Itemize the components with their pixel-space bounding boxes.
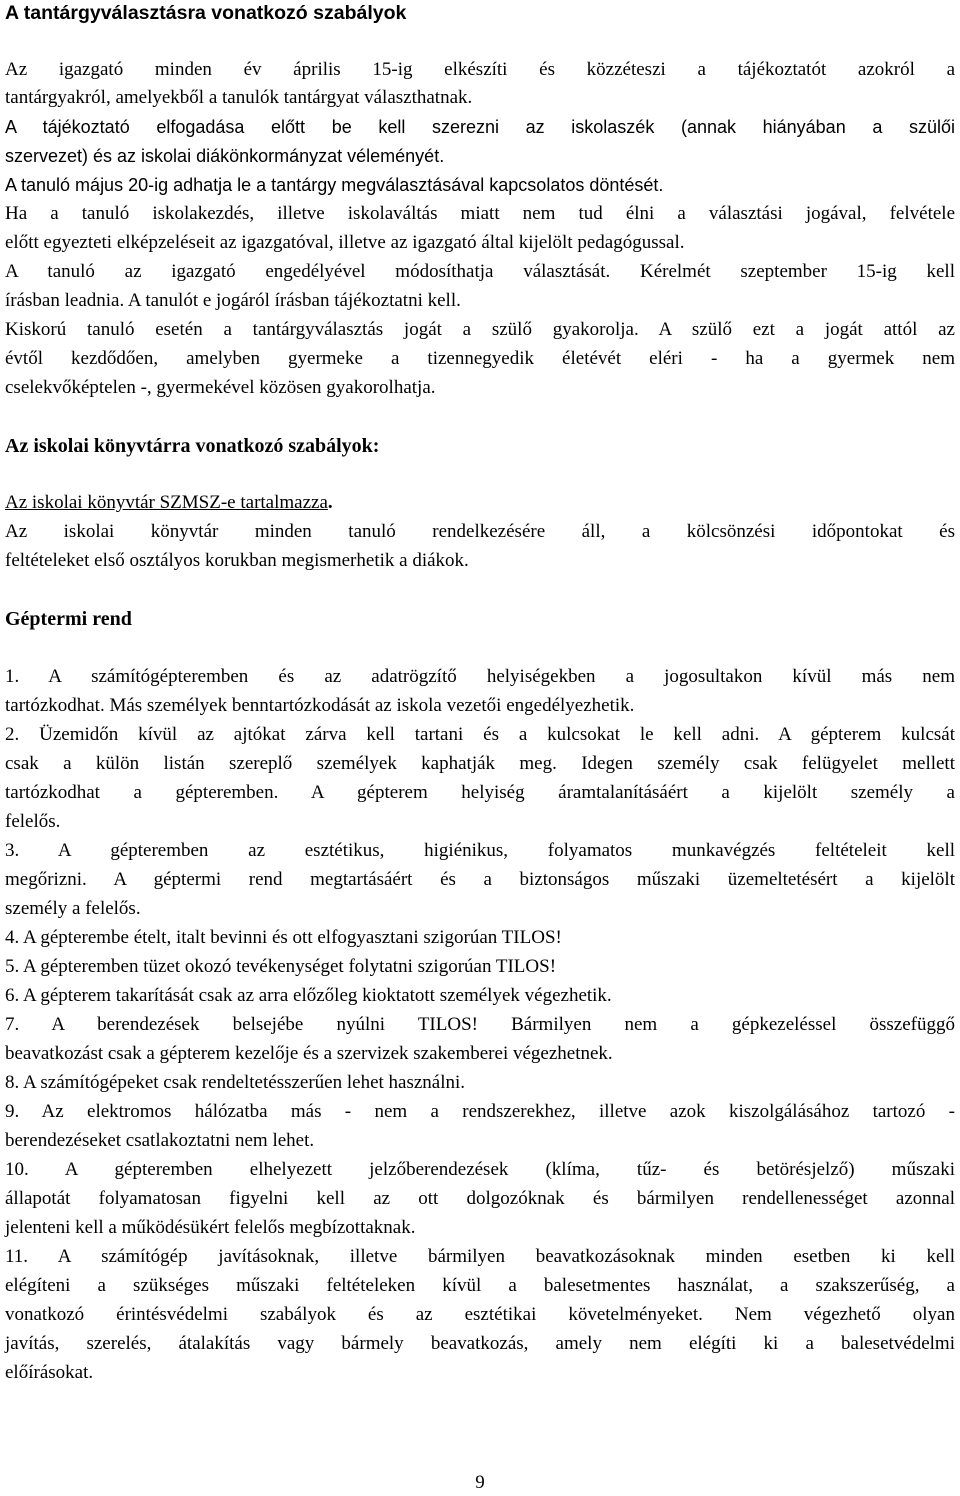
- paragraph-line: írásban leadnia. A tanulót e jogáról írásban tájékoztatni kell.: [5, 290, 461, 311]
- paragraph-line: évtől kezdődően, amelyben gyermeke a tizennegyedik életévét eléri - ha a gyermek nem: [5, 348, 955, 369]
- rule-line: 6. A gépterem takarítását csak az arra előzőleg kioktatott személyek végezhetik.: [5, 985, 612, 1006]
- paragraph-line: Ha a tanuló iskolakezdés, illetve iskolaváltás miatt nem tud élni a választási jogával, felvétele: [5, 203, 955, 224]
- rule-line: 2. Üzemidőn kívül az ajtókat zárva kell tartani és a kulcsokat le kell adni. A gépterem kulcsát: [5, 724, 955, 745]
- rule-line: 9. Az elektromos hálózatba más - nem a rendszerekhez, illetve azok kiszolgálásához tartozó -: [5, 1101, 955, 1122]
- rule-line: tartózkodhat a gépteremben. A gépterem helyiség áramtalanításáért a kijelölt személy a: [5, 782, 955, 803]
- paragraph-line: Az igazgató minden év április 15-ig elkészíti és közzéteszi a tájékoztatót azokról a: [5, 59, 955, 80]
- paragraph-line: tantárgyakról, amelyekből a tanulók tantárgyat választhatnak.: [5, 87, 473, 108]
- subheading-text: Az iskolai könyvtár SZMSZ-e tartalmazza: [5, 492, 328, 513]
- rule-line: elégíteni a szükséges műszaki feltételeken kívül a balesetmentes használat, a szakszerűség, a: [5, 1275, 955, 1296]
- rule-line: csak a külön listán szereplő személyek kaphatják meg. Idegen személy csak felügyelet mellett: [5, 753, 955, 774]
- rule-line: berendezéseket csatlakoztatni nem lehet.: [5, 1130, 315, 1151]
- section-heading-subject-choice: A tantárgyválasztásra vonatkozó szabályok: [5, 2, 407, 24]
- rule-line: tartózkodhat. Más személyek benntartózkodását az iskola vezetői engedélyezhetik.: [5, 695, 635, 716]
- rule-line: 1. A számítógépteremben és az adatrögzítő helyiségekben a jogosultakon kívül más nem: [5, 666, 955, 687]
- section-heading-computer-room: Géptermi rend: [5, 608, 132, 630]
- paragraph-line: előtt egyezteti elképzeléseit az igazgatóval, illetve az igazgató által kijelölt pedagógussal.: [5, 232, 685, 253]
- subheading-period: .: [327, 492, 333, 513]
- paragraph-line: Az iskolai könyvtár minden tanuló rendelkezésére áll, a kölcsönzési időpontokat és: [5, 521, 955, 542]
- rule-line: személy a felelős.: [5, 898, 141, 919]
- rule-line: 8. A számítógépeket csak rendeltetésszerűen lehet használni.: [5, 1072, 466, 1093]
- paragraph-line: A tanuló az igazgató engedélyével módosíthatja választását. Kérelmét szeptember 15-ig kell: [5, 261, 955, 282]
- rule-line: 5. A gépteremben tüzet okozó tevékenységet folytatni szigorúan TILOS!: [5, 956, 557, 977]
- rule-line: beavatkozást csak a gépterem kezelője és a szervizek szakemberei végezhetnek.: [5, 1043, 613, 1064]
- page-number: 9: [475, 1472, 485, 1493]
- rule-line: jelenteni kell a működésükért felelős megbízottaknak.: [5, 1217, 416, 1238]
- rule-line: 7. A berendezések belsejébe nyúlni TILOS! Bármilyen nem a gépkezeléssel összefüggő: [5, 1014, 955, 1035]
- rule-line: 4. A gépterembe ételt, italt bevinni és ott elfogyasztani szigorúan TILOS!: [5, 927, 562, 948]
- paragraph-line: feltételeket első osztályos korukban megismerhetik a diákok.: [5, 550, 469, 571]
- rule-line: megőrizni. A géptermi rend megtartásáért és a biztonságos műszaki üzemeltetésért a kijelölt: [5, 869, 955, 890]
- paragraph-line: A tanuló május 20-ig adhatja le a tantárgy megválasztásával kapcsolatos döntését.: [5, 175, 664, 195]
- paragraph-line: A tájékoztató elfogadása előtt be kell szerezni az iskolaszék (annak hiányában a szülői: [5, 117, 955, 137]
- subheading-library-rules: [5, 490, 333, 516]
- rule-line: 10. A gépteremben elhelyezett jelzőberendezések (klíma, tűz- és betörésjelző) műszaki: [5, 1159, 955, 1180]
- rule-line: előírásokat.: [5, 1362, 94, 1383]
- rule-line: állapotát folyamatosan figyelni kell az ott dolgozóknak és bármilyen rendellenességet azonnal: [5, 1188, 955, 1209]
- rule-line: 3. A gépteremben az esztétikus, higiénikus, folyamatos munkavégzés feltételeit kell: [5, 840, 955, 861]
- section-heading-library: Az iskolai könyvtárra vonatkozó szabályok:: [5, 435, 380, 457]
- paragraph-line: szervezet) és az iskolai diákönkormányzat véleményét.: [5, 146, 445, 166]
- paragraph-line: Kiskorú tanuló esetén a tantárgyválasztás jogát a szülő gyakorolja. A szülő ezt a jogát attól az: [5, 319, 955, 340]
- paragraph-line: cselekvőképtelen -, gyermekével közösen gyakorolhatja.: [5, 377, 436, 398]
- rule-line: 11. A számítógép javításoknak, illetve bármilyen beavatkozásoknak minden esetben ki kell: [5, 1246, 955, 1267]
- rule-line: vonatkozó érintésvédelmi szabályok és az esztétikai követelményeket. Nem végezhető olyan: [5, 1304, 955, 1325]
- rule-line: javítás, szerelés, átalakítás vagy bármely beavatkozás, amely nem elégíti ki a balesetvédelmi: [5, 1333, 955, 1354]
- rule-line: felelős.: [5, 811, 61, 832]
